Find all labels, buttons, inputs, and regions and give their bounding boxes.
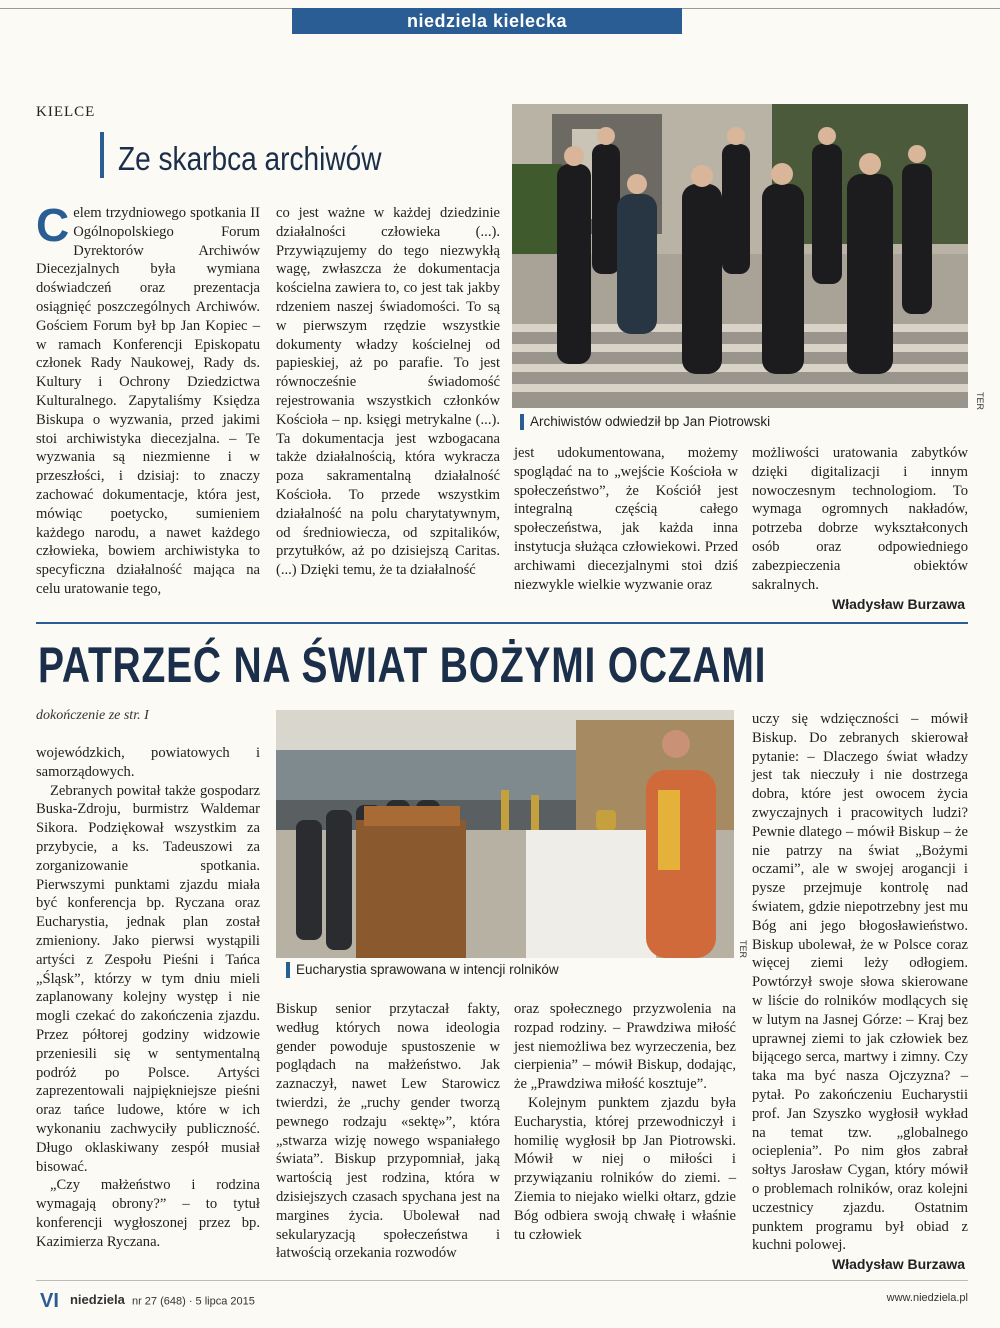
article1-column-1 xyxy=(36,199,260,599)
article2-col2-para: Biskup senior przytaczał fakty, według których nowa ideologia gender powoduje spustoszenie w poglądach na małżeństwo. Jak zaznaczył, nawet Lew Starowicz twierdzi, że „ruchy gender tworzą pewnego rodzaju «sektę»”, która „stwarza wizję nowego wspaniałego świata”. Biskup przypomniał, jaką wartością jest rodzina, która w dzisiejszych czasach spychana jest na margines życia. Ubolewał nad sekularyzacją społeczeństwa i łatwością orzekania rozwodów xyxy=(276,1001,500,1262)
article1-title: Ze skarbca archiwów xyxy=(118,140,382,177)
article1-photo-credit: TER xyxy=(975,392,985,410)
article1-col3-para: jest udokumentowana, możemy spoglądać na to „wejście Kościoła w społeczeństwo”, że Kościół jest integralną częścią całego społeczeństwa, jak każda inna instytucja służąca człowiekowi. Przed archiwami diecezjalnymi stoi dziś niezwykle wielkie wyzwanie oraz xyxy=(514,445,738,593)
article2-col1-para-1: wojewódzkich, powiatowych i samorządowych. xyxy=(36,745,260,780)
article2-col1-para-3: „Czy małżeństwo i rodzina wymagają obrony?” – to tytuł konferencji wygłoszonej przez bp. Kazimierza Ryczana. xyxy=(36,1177,260,1250)
archivists-photo-image xyxy=(512,104,968,408)
article1-col4-para: możliwości uratowania zabytków dzięki digitalizacji i innym nowoczesnym technologiom. To wymaga ogromnych nakładów, potrzeba dobrze wykształconych osób oraz odpowiedniego zabezpieczenia obiektów sakralnych. xyxy=(752,445,968,593)
article1-dropcap: C xyxy=(36,199,70,251)
eucharist-photo xyxy=(276,710,734,958)
title-accent-bar xyxy=(100,132,104,178)
article2-column-1 xyxy=(36,744,260,1252)
archivists-photo xyxy=(512,104,968,408)
article-divider xyxy=(36,622,968,624)
section-header: niedziela kielecka xyxy=(292,8,682,34)
article1-column-2 xyxy=(276,204,500,580)
issue-info: nr 27 (648) · 5 lipca 2015 xyxy=(131,1295,255,1308)
article1-col1-para: elem trzydniowego spotkania II Ogólnopolskiego Forum Dyrektorów Archiwów Diecezjalnych była wymiana doświadczeń oraz prezentacja osiągnięć poszczególnych Archiwów. Gościem Forum był bp Jan Kopiec – w ramach Konferencji Episkopatu członek Rady Naukowej, Rady ds. Kultury i Ochrony Dziedzictwa Kulturalnego. Zapytaliśmy Księdza Biskupa o wyzwania, przed jakimi stoi archiwistyka diecezjalna. – Te wyzwania są niezmienne i w przeszłości, i dzisiaj: to znaczy zachować dokumentacje, która jest, mówiąc poetycko, sumieniem każdego narodu, a nawet każdego człowieka, bowiem archiwistyka to specyficzna działalność mająca na celu uratowanie tego, xyxy=(36,205,260,597)
article2-column-2 xyxy=(276,1000,500,1263)
page-number: VI xyxy=(40,1290,59,1312)
article2-col3-para-1: oraz społecznego przyzwolenia na rozpad rodziny. – Prawdziwa miłość jest niemożliwa bez wyrzeczenia, bez cierpienia” – mówił Biskup, dodając, że „Prawdziwa miłość kosztuje”. xyxy=(514,1001,736,1093)
article1-author: Władysław Burzawa xyxy=(832,596,966,612)
article2-col3-para-2: Kolejnym punktem zjazdu była Eucharystia, której przewodniczył i homilię wygłosił bp Jan Piotrowski. Mówił w niej o miłości i przywiązaniu rolników do ziemi. – Ziemia to niejako wielki ołtarz, gdzie Bóg odbiera swoją chwałę i właśnie tu człowiek xyxy=(514,1094,736,1243)
eucharist-photo-image xyxy=(276,710,734,958)
continuation-note: dokończenie ze str. I xyxy=(36,708,149,723)
eucharist-photo-caption xyxy=(286,962,559,978)
article1-column-3 xyxy=(514,444,738,594)
article2-column-4 xyxy=(752,710,968,1255)
caption-marker xyxy=(520,414,524,430)
magazine-brand: niedziela xyxy=(69,1292,125,1308)
footer-info xyxy=(40,1290,255,1313)
article1-col2-para: co jest ważne w każdej dziedzinie działalności człowieka (...). Przywiązujemy do tego niezwykłą wagę, zwłaszcza że dokumentacja kościelna zawiera to, co jest tak jakby rdzeniem naszej świadomości. To są w pierwszym rzędzie wszystkie dokumenty władzy kościelnej od papieskiej, aż po parafie. To jest równocześnie świadomość rejestrowania wszystkich członków Kościoła – np. księgi metrykalne (...). Ta dokumentacja jest wzbogacana także działalnością, która wykracza poza sakramentalną działalność Kościoła. To przede wszystkim działalność na polu charytatywnym, od średniowiecza, od szpitalików, przytułków, aż po dzisiejszą Caritas. (...) Dzięki temu, że ta działalność xyxy=(276,205,500,579)
website-url: www.niedziela.pl xyxy=(886,1292,968,1304)
article2-photo-credit: TER xyxy=(738,940,748,958)
article1-column-4 xyxy=(752,444,968,594)
article2-title: PATRZEĆ NA ŚWIAT BOŻYMI OCZAMI xyxy=(38,637,767,693)
article1-kicker: KIELCE xyxy=(36,104,96,120)
archivists-photo-caption xyxy=(520,414,770,430)
article2-caption-text: Eucharystia sprawowana w intencji rolników xyxy=(296,962,559,977)
article1-caption-text: Archiwistów odwiedził bp Jan Piotrowski xyxy=(530,414,771,429)
caption-marker xyxy=(286,962,290,978)
article2-column-3 xyxy=(514,1000,736,1244)
article2-author: Władysław Burzawa xyxy=(832,1256,966,1272)
article2-col4-para: uczy się wdzięczności – mówił Biskup. Do zebranych skierował pytanie: – Dlaczego świat władzy jest tak nieczuły i nie dostrzega dobra, które jest owocem życia zwyczajnych i pracowitych ludzi? Pewnie dlatego – mówił Biskup – że nie patrzy na świat „Bożymi oczami”, ale w swojej arogancji i pysze przejmuje kontrolę nad światem, gdzie niepotrzebny jest mu Bóg ani jego błogosławieństwo. Biskup ubolewał, że w Polsce coraz więcej ziemi leży odłogiem. Powtórzył swoje słowa skierowane w liście do rolników modlących się w lutym na Jasnej Górze: – Kraj bez uprawnej ziemi to jak człowiek bez bijącego serca, martwy i zimny. Czy taka ma być nasza Ojczyzna? – pytał. Po zakończeniu Eucharystii prof. Jan Szyszko wygłosił wykład na temat tzw. „globalnego ocieplenia”. Po nim głos zabrał sołtys Jarosław Cygan, który mówił o problemach rolników, oraz kolejni uczestnicy zjazdu. Ostatnim punktem programu był obiad z kuchni polowej. xyxy=(752,711,968,1254)
footer-rule xyxy=(36,1280,968,1281)
article2-col1-para-2: Zebranych powitał także gospodarz Buska-Zdroju, burmistrz Waldemar Sikora. Podziękował wszystkim za przybycie, a ks. Tadeuszowi za zorganizowanie spotkania. Pierwszymi punktami zjazdu miała być konferencja bp. Ryczana oraz Eucharystia, jednak plan został zmieniony. Jako pierwsi wystąpili artyści z Zespołu Pieśni i Tańca „Śląsk”, którzy w tym dniu mieli zaplanowany kolejny występ i nie mogli czekać do zakończenia zjazdu. Przez półtorej godziny widzowie przeniesili się w sentymentalną podróż po Polsce. Artyści zaprezentowali najpiękniejsze pieśni oraz tańce ludowe, które w ich wykonaniu zachwyciły publiczność. Długo oklaskiwany zespół musiał bisować. xyxy=(36,782,260,1175)
